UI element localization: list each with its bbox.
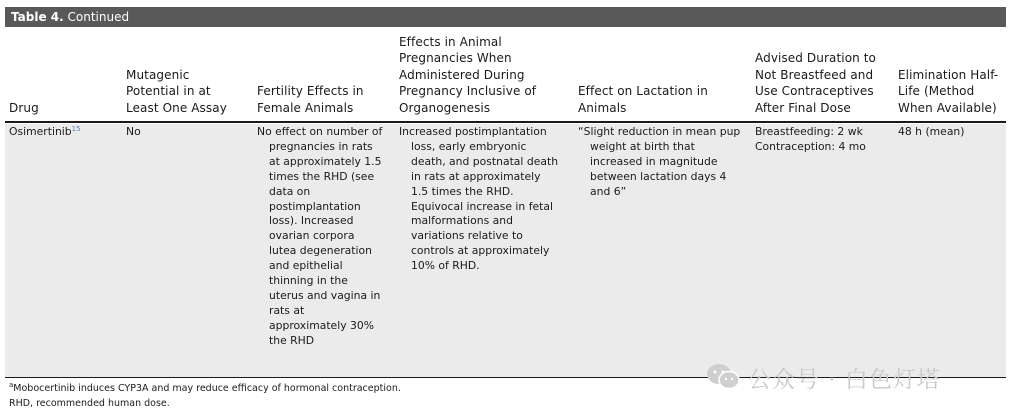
wechat-icon bbox=[706, 363, 740, 391]
header-fertility: Fertility Effects in Female Animals bbox=[257, 84, 364, 115]
cell-fertility: No effect on number of pregnancies in rats at approximately 1.5 times the RHD (see data on postimplantation loss). Increased ovarian corpora lutea degeneration and epithelial thinning in the uterus and vagina in rats at approximately 30% the RHD bbox=[257, 125, 383, 347]
footnote-a-text: Mobocertinib induces CYP3A and may reduce efficacy of hormonal contraception. bbox=[13, 383, 401, 394]
header-lactation: Effect on Lactation in Animals bbox=[578, 84, 708, 115]
footnote-rhd: RHD, recommended human dose. bbox=[9, 398, 170, 409]
header-half-life: Elimination Half-Life (Method When Available) bbox=[898, 67, 999, 115]
cell-drug bbox=[9, 125, 119, 140]
header-drug: Drug bbox=[9, 100, 39, 115]
drug-reference: 15 bbox=[71, 125, 81, 133]
breastfeeding-duration: Breastfeeding: 2 wk bbox=[755, 125, 863, 138]
cell-duration bbox=[755, 125, 885, 155]
header-pregnancy: Effects in Animal Pregnancies When Administered During Pregnancy Inclusive of Organogenesis bbox=[399, 34, 537, 115]
header-duration: Advised Duration to Not Breastfeed and Use Contraceptives After Final Dose bbox=[755, 51, 876, 115]
header-mutagenic: Mutagenic Potential in at Least One Assay bbox=[126, 67, 227, 115]
header-rule bbox=[5, 121, 1006, 123]
contraception-duration: Contraception: 4 mo bbox=[755, 139, 866, 153]
watermark-text: 公众号 · 白色灯塔 bbox=[748, 366, 941, 393]
cell-pregnancy: Increased postimplantation loss, early embryonic death, and postnatal death in rats at approximately 1.5 times the RHD. Equivocal increase in fetal malformations and variations relative to controls at approximately 10% of RHD. bbox=[399, 125, 559, 273]
cell-half-life: 48 h (mean) bbox=[898, 125, 965, 138]
footnote-marker: a bbox=[9, 381, 14, 389]
table-label: Table 4. bbox=[11, 10, 64, 24]
cell-mutagenic: No bbox=[126, 125, 141, 138]
cell-lactation: “Slight reduction in mean pup weight at birth that increased in magnitude between lactation days 4 and 6” bbox=[578, 125, 741, 198]
drug-name: Osimertinib bbox=[9, 125, 72, 138]
watermark bbox=[706, 361, 941, 393]
table-title bbox=[5, 7, 1006, 27]
table-title-text: Continued bbox=[67, 10, 130, 24]
footnote-a bbox=[9, 383, 401, 395]
